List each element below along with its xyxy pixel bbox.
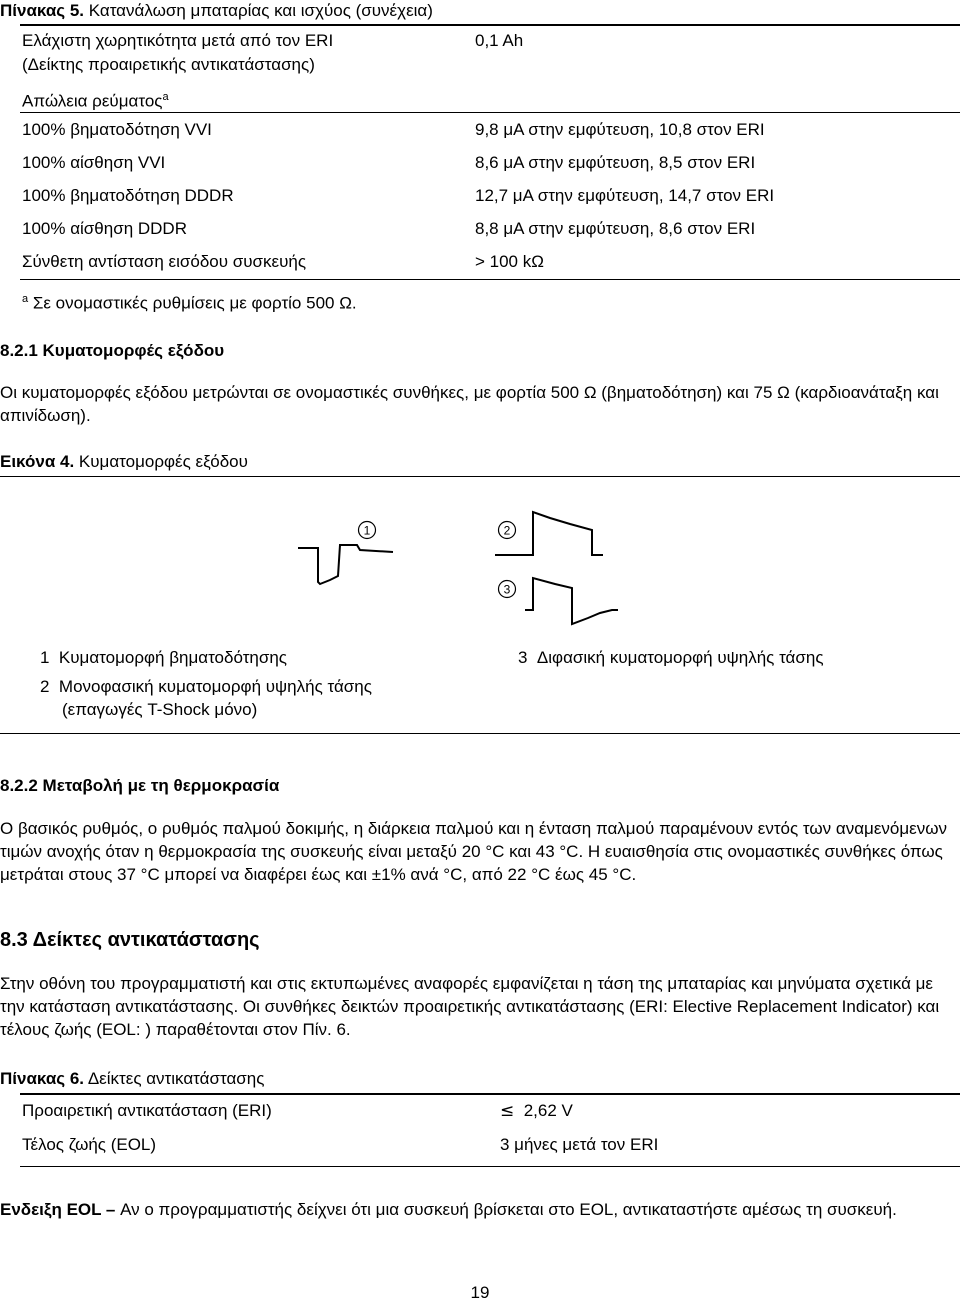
input-impedance-value: > 100 kΩ	[475, 252, 544, 271]
monophasic-waveform	[495, 512, 603, 555]
min-capacity-value: 0,1 Ah	[475, 31, 524, 50]
drain-row-value: 9,8 μA στην εμφύτευση, 10,8 στον ERI	[475, 120, 765, 139]
legend-text: Μονοφασική κυματομορφή υψηλής τάσης	[58, 677, 372, 696]
current-drain-footnote-marker: a	[162, 91, 169, 103]
figure4-top-rule	[0, 476, 960, 477]
table6-caption-label: Πίνακας 6.	[0, 1069, 85, 1088]
table6-caption	[0, 1068, 264, 1090]
section-821-body: Οι κυματομορφές εξόδου μετρώνται σε ονομαστικές συνθήκες, με φορτία 500 Ω (βηματοδότηση) και 75 Ω (καρδιοανάταξη και απινίδωση).	[0, 383, 939, 425]
drain-row-label: 100% αίσθηση DDDR	[22, 219, 187, 238]
section-822-body: Ο βασικός ρυθμός, ο ρυθμός παλμού δοκιμής, η διάρκεια παλμού και η ένταση παλμού παραμένουν εντός των αναμενόμενων τιμών ανοχής όταν η θερμοκρασία της συσκευής είναι μεταξύ 20 °C και 43 °C. Η ευαισθησία στις ονομαστικές συνθήκες όπως μετράται στους 37 °C μπορεί να διαφέρει έως και ±1% ανά °C, από 22 °C έως 45 °C.	[0, 819, 948, 884]
figure4-caption-label: Εικόνα 4.	[0, 452, 75, 471]
page-number: 19	[470, 1283, 490, 1302]
current-drain-label	[22, 86, 169, 113]
eol-note	[0, 1198, 958, 1221]
table6-bottom-rule	[20, 1166, 960, 1167]
table6-caption-text: Δείκτες αντικατάστασης	[87, 1069, 265, 1088]
eol-label: Τέλος ζωής (EOL)	[22, 1135, 157, 1154]
eri-symbol: ≤	[500, 1101, 515, 1121]
eol-note-text: Αν ο προγραμματιστής δείχνει ότι μια συσκευή βρίσκεται στο EOL, αντικαταστήστε αμέσως τη συσκευή.	[120, 1200, 897, 1219]
table5-header-rule	[20, 112, 960, 113]
footnote-text: Σε ονομαστικές ρυθμίσεις με φορτίο 500 Ω.	[32, 293, 357, 313]
callout-1	[359, 522, 376, 539]
callout-3	[499, 581, 516, 598]
legend-item-3	[518, 647, 824, 669]
legend-item-2-note: (επαγωγές T-Shock μόνο)	[62, 700, 258, 719]
legend-item-1	[40, 647, 287, 669]
drain-row-label: 100% βηματοδότηση DDDR	[22, 186, 234, 205]
output-waveforms-figure	[0, 500, 960, 630]
eri-voltage: 2,62 V	[523, 1101, 573, 1120]
table5-caption-label: Πίνακας 5.	[0, 1, 85, 20]
table5-caption	[0, 0, 433, 22]
eol-value: 3 μήνες μετά τον ERI	[500, 1135, 659, 1154]
drain-row-label: 100% αίσθηση VVI	[22, 153, 166, 172]
drain-row-value: 8,8 μA στην εμφύτευση, 8,6 στον ERI	[475, 219, 756, 238]
pacing-waveform	[298, 545, 393, 584]
figure4-bottom-rule	[0, 733, 960, 734]
figure4-caption	[0, 451, 248, 473]
legend-num: 2	[40, 677, 50, 696]
eri-label: Προαιρετική αντικατάσταση (ERI)	[22, 1101, 272, 1120]
section-83-body: Στην οθόνη του προγραμματιστή και στις εκτυπωμένες αναφορές εμφανίζεται η τάση της μπαταρίας και μηνύματα σχετικά με την κατάσταση αντικατάστασης. Οι συνθήκες δεικτών προαιρετικής αντικατάστασης (ERI: Elective Replacement Indicator) και τέλους ζωής (EOL: ) παραθέτονται στον Πίν. 6.	[0, 974, 940, 1039]
section-822-heading: 8.2.2 Μεταβολή με τη θερμοκρασία	[0, 776, 280, 795]
eol-note-label: Ενδειξη EOL –	[0, 1200, 116, 1219]
table6-top-rule	[20, 1093, 960, 1095]
section-83-heading: 8.3 Δείκτες αντικατάστασης	[0, 929, 260, 951]
legend-text: Κυματομορφή βηματοδότησης	[58, 648, 288, 667]
biphasic-waveform	[525, 578, 618, 624]
input-impedance-label: Σύνθετη αντίσταση εισόδου συσκευής	[22, 252, 307, 271]
svg-text:2: 2	[503, 523, 511, 538]
drain-row-value: 12,7 μA στην εμφύτευση, 14,7 στον ERI	[475, 186, 775, 205]
current-drain-label-text: Απώλεια ρεύματος	[22, 91, 163, 111]
footnote-marker: a	[22, 293, 29, 305]
min-capacity-label-1: Ελάχιστη χωρητικότητα μετά από τον ERI	[22, 31, 334, 50]
eri-value	[500, 1100, 573, 1122]
legend-item-2	[40, 676, 372, 698]
callout-2	[499, 522, 516, 539]
legend-num: 1	[40, 648, 50, 667]
legend-text: Διφασική κυματομορφή υψηλής τάσης	[536, 648, 824, 667]
svg-text:1: 1	[363, 523, 371, 538]
table5-caption-text: Κατανάλωση μπαταρίας και ισχύος (συνέχεια)	[88, 1, 433, 20]
min-capacity-label-2: (Δείκτης προαιρετικής αντικατάστασης)	[22, 55, 315, 74]
figure4-caption-text: Κυματομορφές εξόδου	[78, 452, 248, 471]
legend-num: 3	[518, 648, 528, 667]
drain-row-value: 8,6 μA στην εμφύτευση, 8,5 στον ERI	[475, 153, 756, 172]
table5-bottom-rule	[20, 279, 960, 280]
drain-row-label: 100% βηματοδότηση VVI	[22, 120, 212, 139]
table5-footnote	[22, 288, 357, 315]
section-821-heading: 8.2.1 Κυματομορφές εξόδου	[0, 341, 225, 360]
svg-text:3: 3	[503, 582, 511, 597]
table5-top-rule	[20, 24, 960, 26]
